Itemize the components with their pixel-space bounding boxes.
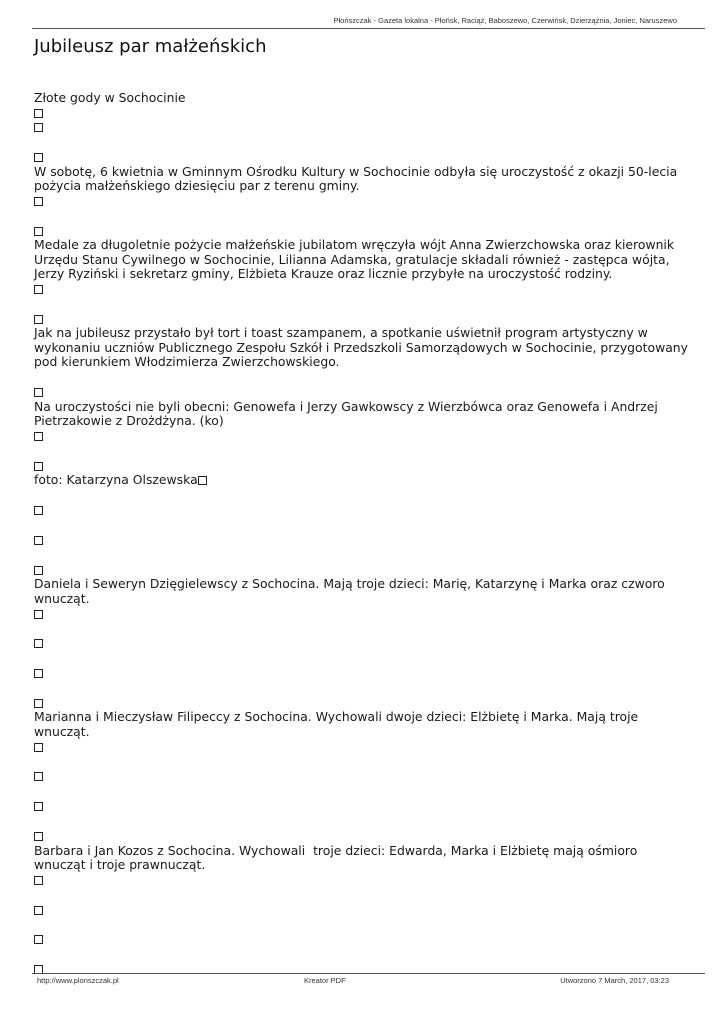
missing-glyph-box [34,459,694,474]
missing-glyph-box [34,533,694,548]
missing-glyph-box [34,282,694,297]
caption-line: Marianna i Mieczysław Filipeccy z Sochocina. Wychowali dwoje dzieci: Elżbietę i Marka. Mają troje [34,709,639,725]
missing-glyph-box [34,903,694,918]
paragraph-line: Pietrzakowie z Drożdżyna. (ko) [34,413,224,429]
article-body [34,91,694,977]
missing-glyph-box [34,194,694,209]
missing-glyph-box [34,224,694,239]
missing-glyph-box [34,932,694,947]
caption-line: Barbara i Jan Kozos z Sochocina. Wychowali troje dzieci: Edwarda, Marka i Elżbietę mają ośmioro [34,842,638,858]
header-divider [32,28,705,29]
paragraph-line: pod kierunkiem Włodzimierza Zwierzchowskiego. [34,354,340,370]
missing-glyph-box [198,476,207,485]
photo-credit-line [34,473,694,488]
missing-glyph-box [34,150,694,165]
caption-line: wnucząt. [34,724,90,740]
missing-glyph-box [34,740,694,755]
missing-glyph-box [34,769,694,784]
missing-glyph-box [34,607,694,622]
caption-line: wnucząt i troje prawnucząt. [34,857,206,873]
missing-glyph-box [34,503,694,518]
paragraph-line: Na uroczystości nie byli obecni: Genowefa i Jerzy Gawkowscy z Wierzbówca oraz Genowefa i Andrzej [34,398,658,414]
paragraph-line: Jak na jubileusz przystało był tort i toast szampanem, a spotkanie uświetnił program artystyczny w [34,325,648,341]
paragraph-line: Medale za długoletnie pożycie małżeńskie jubilatom wręczyła wójt Anna Zwierzchowska oraz kierownik [34,237,675,253]
missing-glyph-box [34,962,694,977]
article-subtitle: Złote gody w Sochocinie [34,90,186,105]
missing-glyph-box [34,873,694,888]
missing-glyph-box [34,312,694,327]
photo-credit: foto: Katarzyna Olszewska [34,472,198,488]
missing-glyph-box [34,696,694,711]
missing-glyph-box [34,106,694,121]
paragraph-line: Urzędu Stanu Cywilnego w Sochocinie, Lilianna Adamska, gratulacje składali również - zastępca wójta, [34,251,670,267]
footer-generator: Kreator PDF [304,976,346,985]
paragraph-line: Jerzy Ryziński i sekretarz gminy, Elżbieta Krauze oraz licznie przybyłe na uroczystość rodziny. [34,266,613,282]
paragraph-line: wykonaniu uczniów Publicznego Zespołu Szkół i Przedszkoli Samorządowych w Sochocinie, przygotowany [34,339,688,355]
header-site-info: Płońszczak - Gazeta lokalna - Płońsk, Raciąż, Baboszewo, Czerwińsk, Dzierzążnia, Joniec, Naruszewo [333,16,677,25]
caption-line: Daniela i Seweryn Dzięgielewscy z Sochocina. Mają troje dzieci: Marię, Katarzynę i Marka oraz czworo [34,576,665,592]
missing-glyph-box [34,636,694,651]
paragraph-line: W sobotę, 6 kwietnia w Gminnym Ośrodku Kultury w Sochocinie odbyła się uroczystość z okazji 50-lecia [34,163,678,179]
footer-divider [32,973,705,974]
article-title: Jubileusz par małżeńskich [34,36,267,57]
paragraph-line: pożycia małżeńskiego dziesięciu par z terenu gminy. [34,178,360,194]
missing-glyph-box [34,563,694,578]
caption-line: wnucząt. [34,590,90,606]
footer-url-link[interactable]: http://www.plonszczak.pl [37,976,119,985]
missing-glyph-box [34,385,694,400]
missing-glyph-box [34,120,694,135]
missing-glyph-box [34,666,694,681]
missing-glyph-box [34,799,694,814]
footer-created-date: Utworzono 7 March, 2017, 03:23 [560,976,669,985]
missing-glyph-box [34,829,694,844]
missing-glyph-box [34,429,694,444]
